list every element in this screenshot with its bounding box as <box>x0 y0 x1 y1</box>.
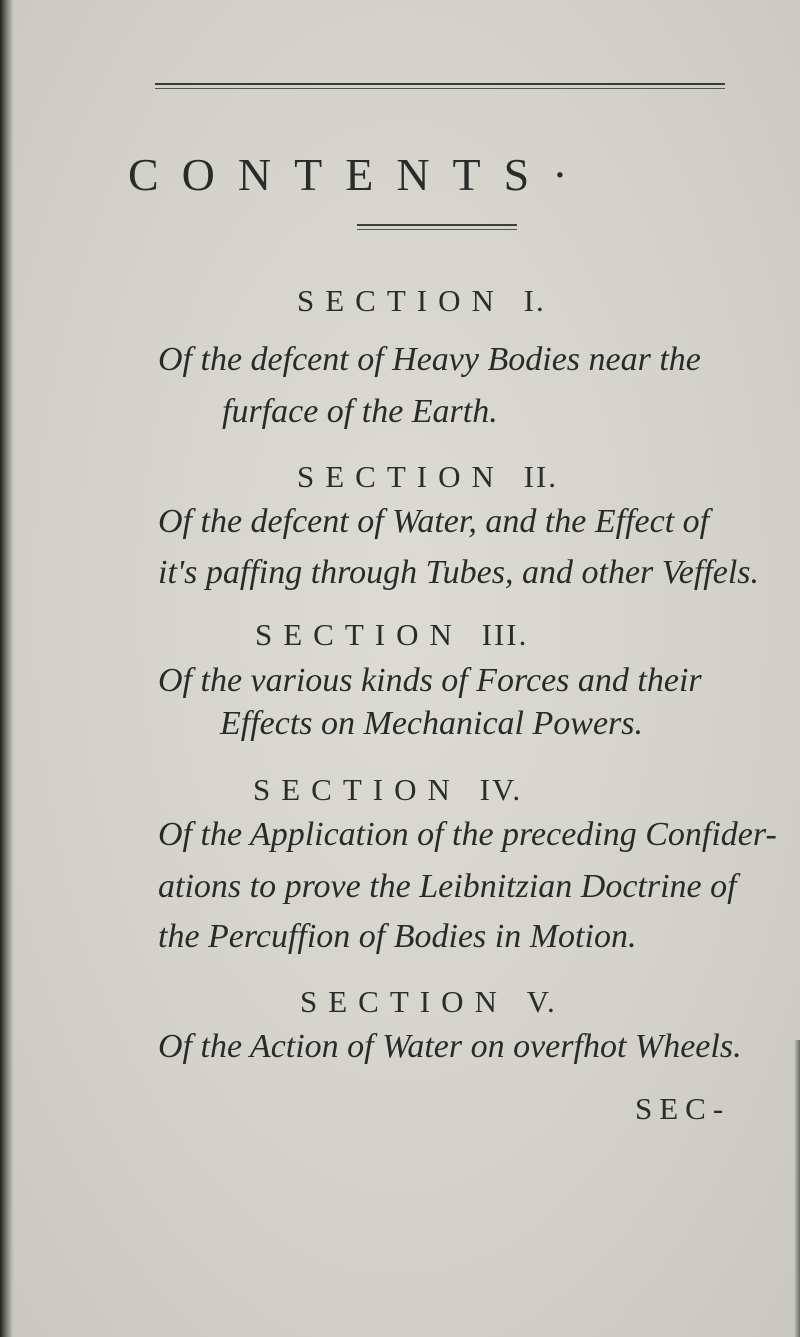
section-number: II. <box>523 459 559 494</box>
section-4-title-line-1: Of the Application of the preceding Confider- <box>158 816 777 853</box>
title-double-rule <box>357 224 517 226</box>
page-edge-shadow <box>794 1040 800 1337</box>
section-number: I. <box>523 283 546 318</box>
section-heading-4 <box>253 774 522 805</box>
section-number: V. <box>526 984 557 1019</box>
section-4-title-line-3: the Percuffion of Bodies in Motion. <box>158 918 637 955</box>
section-label: SECTION <box>255 617 463 652</box>
section-3-title-line-1: Of the various kinds of Forces and their <box>158 662 702 699</box>
section-number: III. <box>481 617 529 652</box>
section-heading-2 <box>297 461 558 492</box>
section-number: IV. <box>479 772 523 807</box>
section-label: SECTION <box>297 283 505 318</box>
section-3-title-line-2: Effects on Mechanical Powers. <box>220 705 644 742</box>
page-binding-shadow <box>0 0 14 1337</box>
top-double-rule <box>155 83 725 85</box>
catchword: SEC- <box>635 1091 731 1126</box>
section-1-title-line-1: Of the defcent of Heavy Bodies near the <box>158 341 701 378</box>
section-label: SECTION <box>253 772 461 807</box>
section-heading-1 <box>297 285 546 316</box>
section-4-title-line-2: ations to prove the Leibnitzian Doctrine of <box>158 868 737 905</box>
page-title: CONTENTS· <box>128 149 591 200</box>
section-heading-3 <box>255 619 528 650</box>
section-1-title-line-2: furface of the Earth. <box>222 393 498 430</box>
section-2-title-line-2: it's paffing through Tubes, and other Veffels. <box>158 554 760 591</box>
section-label: SECTION <box>300 984 508 1019</box>
section-heading-5 <box>300 986 557 1017</box>
section-2-title-line-1: Of the defcent of Water, and the Effect of <box>158 503 710 540</box>
section-label: SECTION <box>297 459 505 494</box>
section-5-title-line-1: Of the Action of Water on overfhot Wheels. <box>158 1028 742 1065</box>
